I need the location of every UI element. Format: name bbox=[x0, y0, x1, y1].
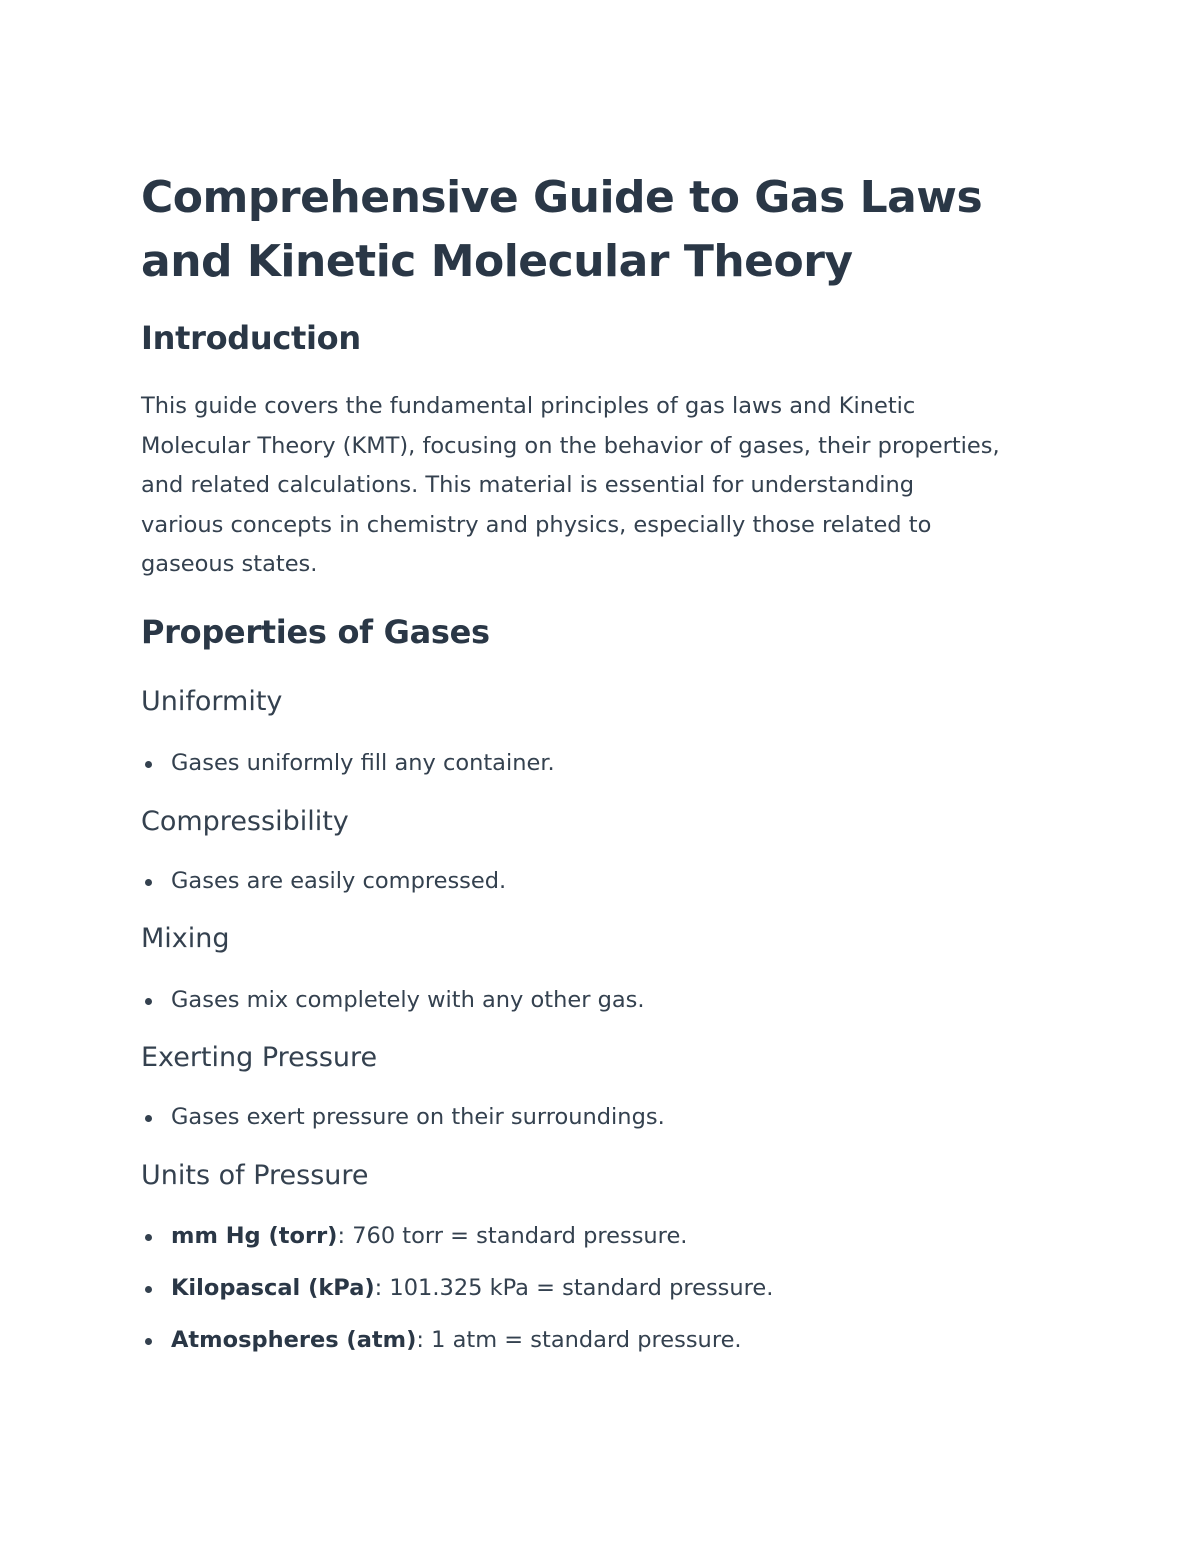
introduction-heading: Introduction bbox=[141, 319, 361, 357]
unit-term: Kilopascal (kPa) bbox=[171, 1275, 375, 1301]
page-title: Comprehensive Guide to Gas Laws and Kinetic Molecular Theory bbox=[141, 172, 983, 287]
exerting-pressure-list bbox=[141, 1102, 1041, 1132]
unit-description: : 101.325 kPa = standard pressure. bbox=[374, 1275, 774, 1301]
list-item: Gases mix completely with any other gas. bbox=[141, 985, 1041, 1015]
unit-description: : 760 torr = standard pressure. bbox=[337, 1223, 688, 1249]
list-item bbox=[141, 1221, 1041, 1251]
uniformity-heading: Uniformity bbox=[141, 686, 283, 717]
list-item: Gases uniformly fill any container. bbox=[141, 748, 1041, 778]
uniformity-list bbox=[141, 748, 1041, 778]
list-item bbox=[141, 1325, 1041, 1355]
units-of-pressure-heading: Units of Pressure bbox=[141, 1160, 369, 1191]
compressibility-heading: Compressibility bbox=[141, 806, 349, 837]
unit-term: Atmospheres (atm) bbox=[171, 1327, 417, 1353]
mixing-heading: Mixing bbox=[141, 923, 230, 954]
introduction-paragraph: This guide covers the fundamental principles of gas laws and Kinetic Molecular Theory (KMT), focusing on the behavior of gases, their properties, and related calculations. This material is essential for understanding various concepts in chemistry and physics, especially those related to gaseous states. bbox=[141, 393, 1000, 577]
list-item: Gases are easily compressed. bbox=[141, 866, 1041, 896]
unit-term: mm Hg (torr) bbox=[171, 1223, 338, 1249]
exerting-pressure-heading: Exerting Pressure bbox=[141, 1042, 378, 1073]
unit-description: : 1 atm = standard pressure. bbox=[416, 1327, 742, 1353]
properties-heading: Properties of Gases bbox=[141, 613, 490, 651]
list-item: Gases exert pressure on their surroundings. bbox=[141, 1102, 1041, 1132]
list-item bbox=[141, 1273, 1041, 1303]
units-of-pressure-list bbox=[141, 1221, 1041, 1377]
mixing-list bbox=[141, 985, 1041, 1015]
compressibility-list bbox=[141, 866, 1041, 896]
